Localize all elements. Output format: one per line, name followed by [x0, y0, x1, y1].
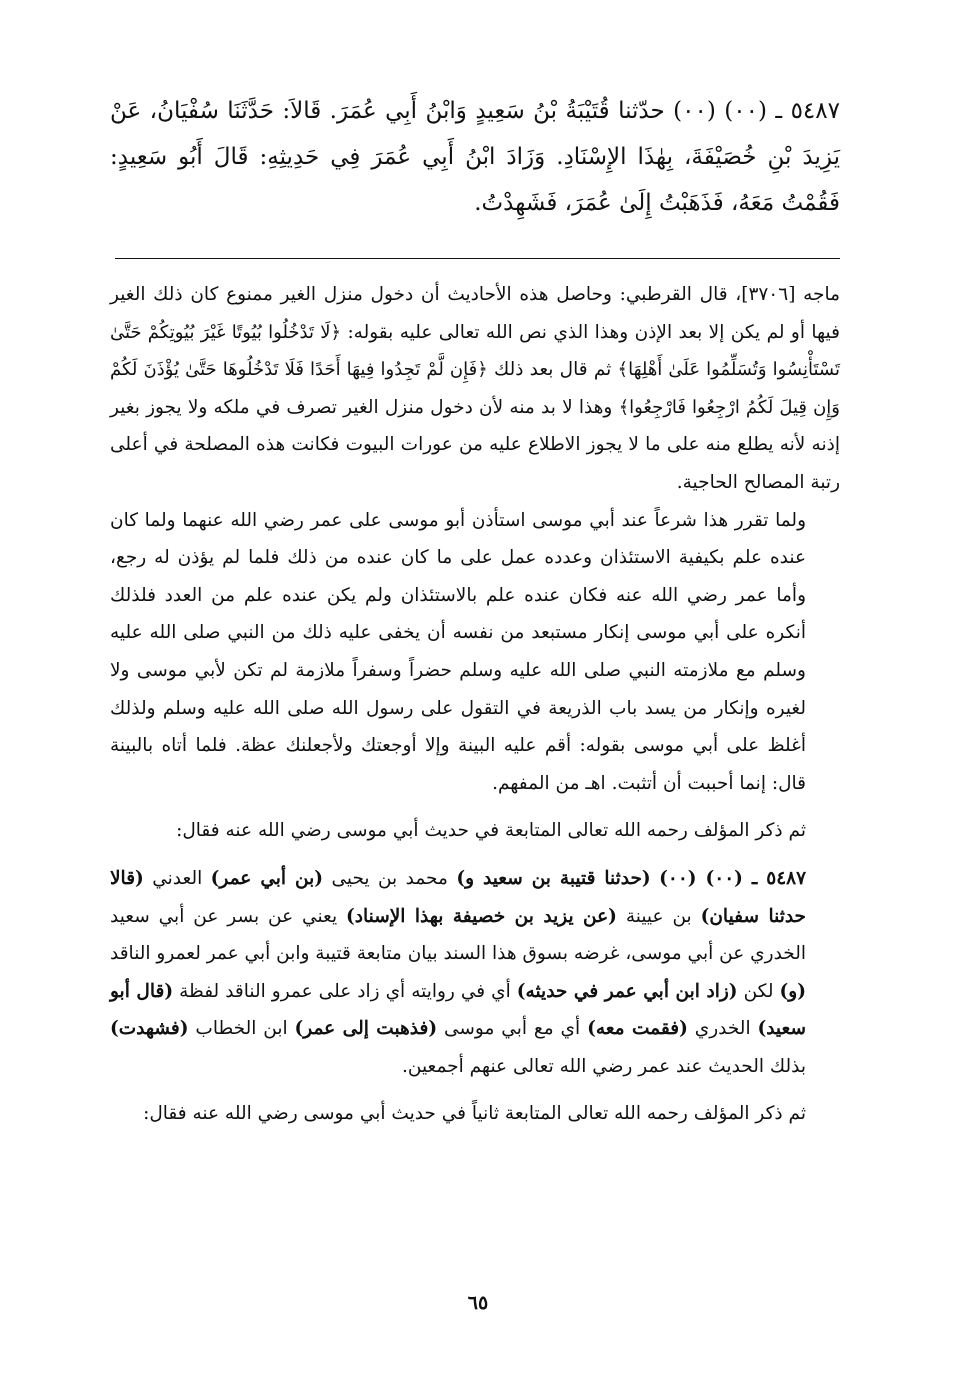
quran-verse: ﴿فَإِن لَّمْ تَجِدُوا فِيهَا أَحَدًا فَلَا تَدْخُلُوهَا حَتَّىٰ يُؤْذَنَ لَكُمْ وَإِن قِيلَ لَكُمُ ارْجِعُوا فَارْجِعُوا﴾	[110, 359, 840, 418]
commentary-text: الخدري	[694, 1018, 751, 1040]
commentary-paragraph-3: ثم ذكر المؤلف رحمه الله تعالى المتابعة في حديث أبي موسى رضي الله عنه فقال:	[176, 820, 806, 842]
commentary-text: يعني عن بسر عن أبي سعيد الخدري عن أبي موسى، غرضه بسوق هذا السند بيان متابعة قتيبة وابن أبي عمر لعمرو الناقد	[110, 905, 806, 965]
commentary-paragraph-1	[110, 276, 840, 502]
matn-quote: (و)	[779, 980, 806, 1002]
commentary-text: أي مع أبي موسى	[444, 1018, 581, 1040]
commentary-text: لكن	[743, 980, 774, 1002]
matn-quote: (فشهدت)	[110, 1018, 189, 1040]
matn-quote: (فقمت معه)	[587, 1018, 688, 1040]
commentary-paragraph-5: ثم ذكر المؤلف رحمه الله تعالى المتابعة ثانياً في حديث أبي موسى رضي الله عنه فقال:	[143, 1103, 806, 1125]
hadith-body: حدّثنا قُتَيْبَةُ بْنُ سَعِيدٍ وَابْنُ أَبِي عُمَرَ. قَالاَ: حَدَّثَنَا سُفْيَانُ، عَنْ يَزِيدَ بْنِ خُصَيْفَةَ، بِهٰذَا الإِسْنَادِ. وَزَادَ ابْنُ أَبِي عُمَرَ فِي حَدِيثِهِ: قَالَ أَبُو سَعِيدٍ: فَقُمْتُ مَعَهُ، فَذَهَبْتُ إِلَىٰ عُمَرَ، فَشَهِدْتُ.	[110, 98, 840, 216]
matn-quote: (قالا حدثنا سفيان)	[110, 867, 806, 927]
matn-quote: (حدثنا قتيبة بن سعيد و)	[456, 867, 651, 889]
footnote-divider	[115, 258, 840, 259]
commentary-paragraph-2: ولما تقرر هذا شرعاً عند أبي موسى استأذن أبو موسى على عمر رضي الله عنهما ولما كان عنده علم بكيفية الاستئذان وعدده عمل على ما كان عنده من ذلك فلما لم يؤذن له رجع، وأما عمر رضي الله عنه فكان عنده علم بالاستئذان ولم يكن عنده علم من العدد فلذلك أنكره على أبي موسى إنكار مستبعد من نفسه أن يخفى عليه ذلك من النبي صلى الله عليه وسلم مع ملازمته النبي صلى الله عليه وسلم حضراً وسفراً ملازمة لم تكن لأبي موسى ولا لغيره وإنكار من يسد باب الذريعة في التقول على رسول الله صلى الله عليه وسلم ولذلك أغلظ على أبي موسى بقوله: أقم عليه البينة وإلا أوجعتك ولأجعلنك عظة. فلما أتاه بالبينة قال: إنما أحببت أن أتثبت. اهـ من المفهم.	[110, 509, 806, 794]
hadith-text	[110, 88, 840, 226]
hadith-number: ٥٤٨٧ ـ (٠٠) (٠٠)	[659, 867, 807, 889]
commentary-text: أي في روايته أي زاد على عمرو الناقد لفظة	[179, 980, 511, 1002]
quran-verse: ﴿لَا تَدْخُلُوا بُيُوتًا غَيْرَ بُيُوتِكُمْ حَتَّىٰ تَسْتَأْنِسُوا وَتُسَلِّمُوا عَلَىٰ أَهْلِهَا﴾	[110, 321, 840, 381]
commentary-section	[110, 276, 840, 1133]
commentary-paragraph-4	[110, 860, 840, 1086]
hadith-number: ٥٤٨٧ ـ (٠٠) (٠٠)	[673, 98, 840, 124]
matn-quote: (فذهبت إلى عمر)	[294, 1018, 438, 1040]
commentary-text: بن عيينة	[625, 905, 692, 927]
page-number: ٦٥	[467, 1292, 489, 1314]
commentary-text: ماجه [٣٧٠٦]، قال القرطبي: وحاصل هذه الأحاديث أن دخول منزل الغير ممنوع كان ذلك الغير فيها أو لم يكن إلا بعد الإذن وهذا الذي نص الله تعالى عليه بقوله:	[110, 284, 840, 343]
matn-quote: (زاد ابن أبي عمر في حديثه)	[516, 980, 738, 1002]
commentary-text: ابن الخطاب	[195, 1018, 288, 1040]
commentary-text: وهذا لا بد منه لأن دخول منزل الغير تصرف في ملكه ولا يجوز بغير إذنه لأنه يطلع منه على ما لا يجوز الاطلاع عليه من عورات البيوت فكانت هذه المصلحة في أعلى رتبة المصالح الحاجية.	[110, 396, 840, 493]
commentary-text: محمد بن يحيى	[331, 867, 448, 889]
commentary-text: العدني	[152, 867, 203, 889]
matn-quote: (قال أبو سعيد)	[110, 980, 806, 1040]
matn-quote: (بن أبي عمر)	[210, 867, 324, 889]
commentary-text: ثم قال بعد ذلك	[493, 359, 612, 381]
commentary-text: بذلك الحديث عند عمر رضي الله تعالى عنهم أجمعين.	[401, 1055, 806, 1077]
matn-quote: (عن يزيد بن خصيفة بهذا الإسناد)	[346, 905, 617, 927]
